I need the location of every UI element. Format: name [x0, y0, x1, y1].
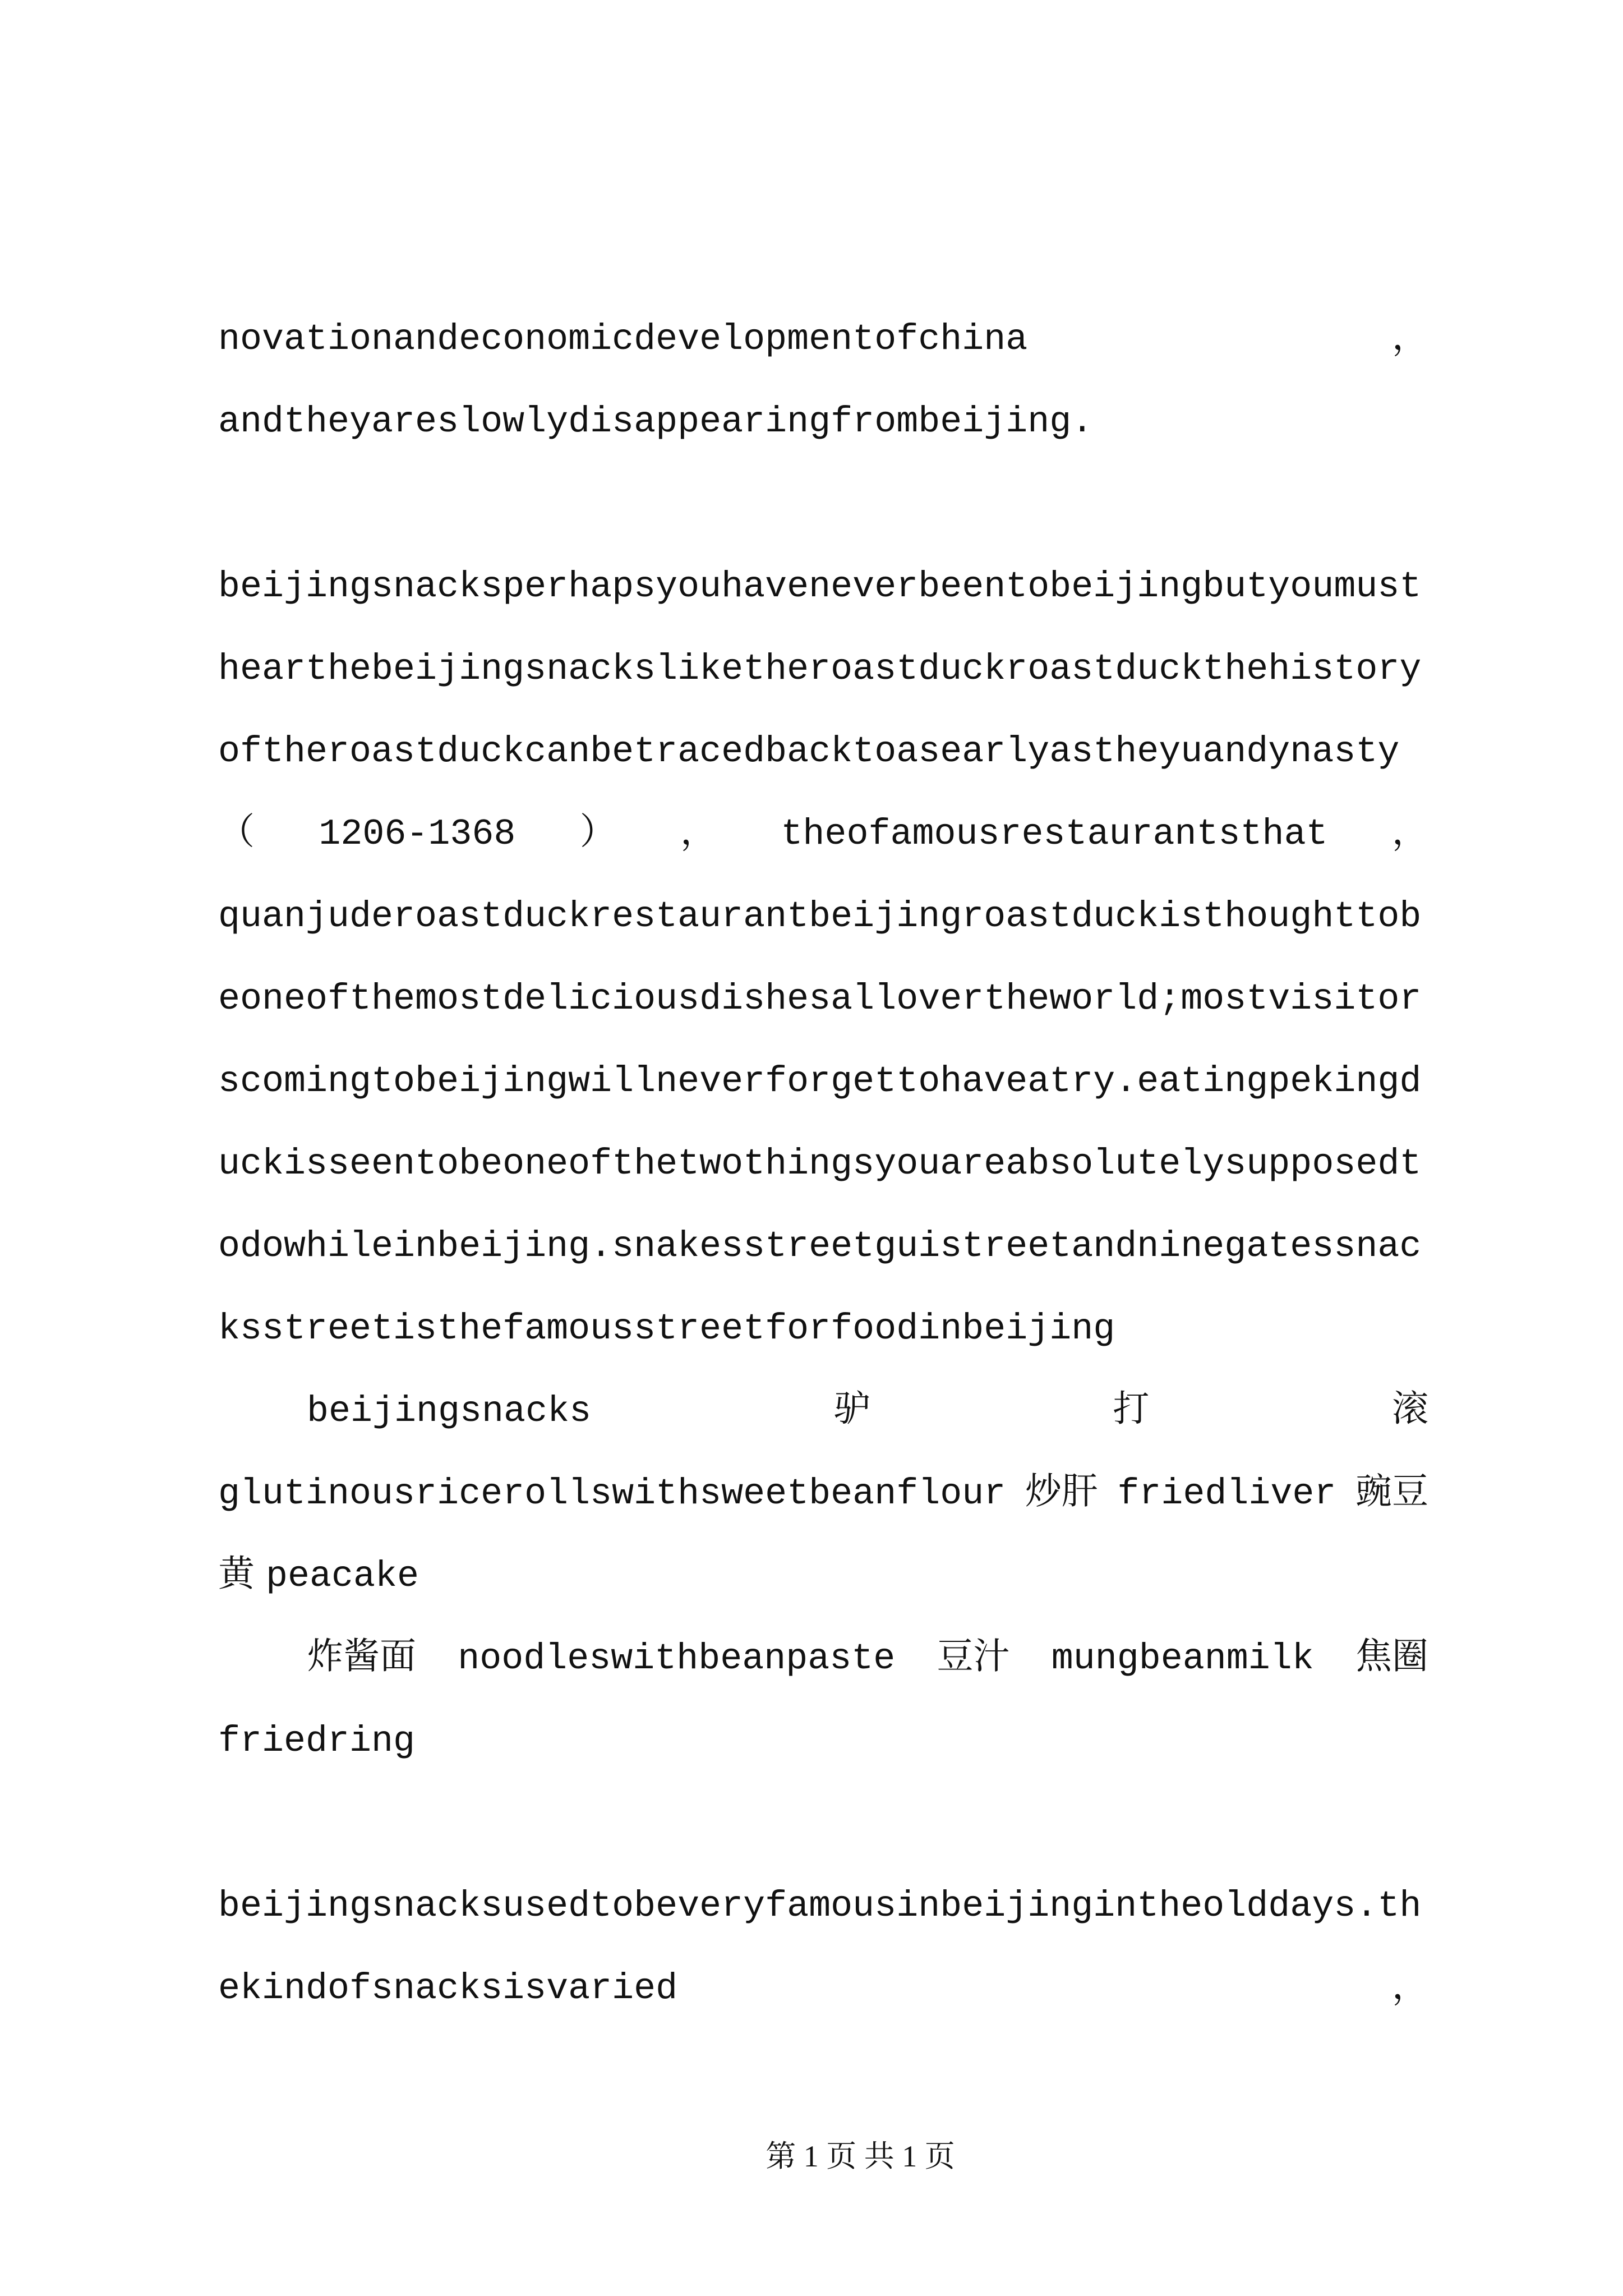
text-segment: oftheroastduckcanbetracedbacktoasearlyastheyuandynasty: [218, 731, 1400, 772]
text-segment: novationandeconomicdevelopmentofchina: [218, 319, 1028, 360]
text-segment: ekindofsnacksisvaried: [218, 1968, 678, 2009]
text-line: [218, 711, 1428, 793]
text-line: [218, 793, 1428, 876]
text-segment: 焦圈: [1355, 1638, 1428, 1680]
text-segment: 滚: [1391, 1391, 1428, 1432]
text-line: [218, 628, 1428, 711]
text-segment: beijingsnacksusedtobeveryfamousinbeijingintheolddays.th: [218, 1885, 1422, 1927]
text-segment: 打: [1113, 1391, 1150, 1432]
text-segment: scomingtobeijingwillneverforgettohaveatry.eatingpekingd: [218, 1061, 1422, 1102]
text-segment: ）: [579, 813, 616, 855]
text-segment: ，: [1391, 1968, 1428, 2009]
text-segment: ，: [1391, 813, 1428, 855]
text-line: [218, 1453, 1428, 1535]
text-segment: 炸酱面: [307, 1638, 417, 1680]
page-footer: [692, 2134, 1029, 2179]
text-segment: noodleswithbeanpaste: [458, 1638, 896, 1680]
text-segment: hearthebeijingsnacksliketheroastduckroastduckthehistory: [218, 648, 1422, 690]
text-segment: ksstreetisthefamousstreetforfoodinbeijing: [218, 1308, 1115, 1350]
text-segment: peacake: [266, 1556, 419, 1597]
text-line: [218, 1865, 1428, 1948]
text-segment: eoneofthemostdeliciousdishesallovertheworld;mostvisitor: [218, 978, 1422, 1020]
text-segment: mungbeanmilk: [1051, 1638, 1314, 1680]
text-line: [218, 381, 1428, 463]
text-segment: uckisseentobeoneofthetwothingsyouareabsolutelysupposedt: [218, 1143, 1422, 1185]
text-segment: 黄: [218, 1556, 255, 1597]
text-line: [218, 1370, 1428, 1453]
text-segment: beijingsnacksperhapsyouhaveneverbeentobeijingbutyoumust: [218, 566, 1422, 608]
text-line: [218, 1618, 1428, 1700]
text-segment: ，: [680, 813, 717, 855]
text-segment: beijingsnacks: [307, 1391, 592, 1432]
text-segment: 炒肝: [1025, 1473, 1098, 1515]
text-segment: glutinousricerollswithsweetbeanflour: [218, 1473, 1006, 1515]
text-segment: （: [218, 813, 255, 855]
text-segment: ，: [1391, 319, 1428, 360]
text-line: [218, 1123, 1428, 1205]
text-segment: andtheyareslowlydisappearingfrombeijing.: [218, 401, 1094, 443]
text-line: [218, 1535, 1428, 1618]
page-number: 第 1 页 共 1 页: [766, 2139, 955, 2173]
text-line: [218, 958, 1428, 1041]
text-line: [218, 1700, 1428, 1783]
text-line: [218, 546, 1428, 628]
text-line: [218, 1205, 1428, 1288]
document-body: [218, 298, 1428, 2030]
text-line: [218, 298, 1428, 381]
text-segment: quanjuderoastduckrestaurantbeijingroastduckisthoughttob: [218, 896, 1422, 937]
text-line: [218, 1288, 1428, 1370]
text-segment: odowhileinbeijing.snakesstreetguistreetandninegatessnac: [218, 1226, 1422, 1267]
blank-line: [218, 463, 1428, 546]
text-segment: 1206-1368: [319, 813, 516, 855]
text-segment: 豆汁: [937, 1638, 1010, 1680]
text-line: [218, 1948, 1428, 2030]
text-line: [218, 1041, 1428, 1123]
text-segment: friedring: [218, 1720, 416, 1762]
text-segment: theofamousrestaurantsthat: [781, 813, 1328, 855]
text-segment: 驴: [833, 1391, 870, 1432]
text-segment: 豌豆: [1355, 1473, 1428, 1515]
blank-line: [218, 1783, 1428, 1865]
text-line: [218, 876, 1428, 958]
text-segment: friedliver: [1117, 1473, 1336, 1515]
